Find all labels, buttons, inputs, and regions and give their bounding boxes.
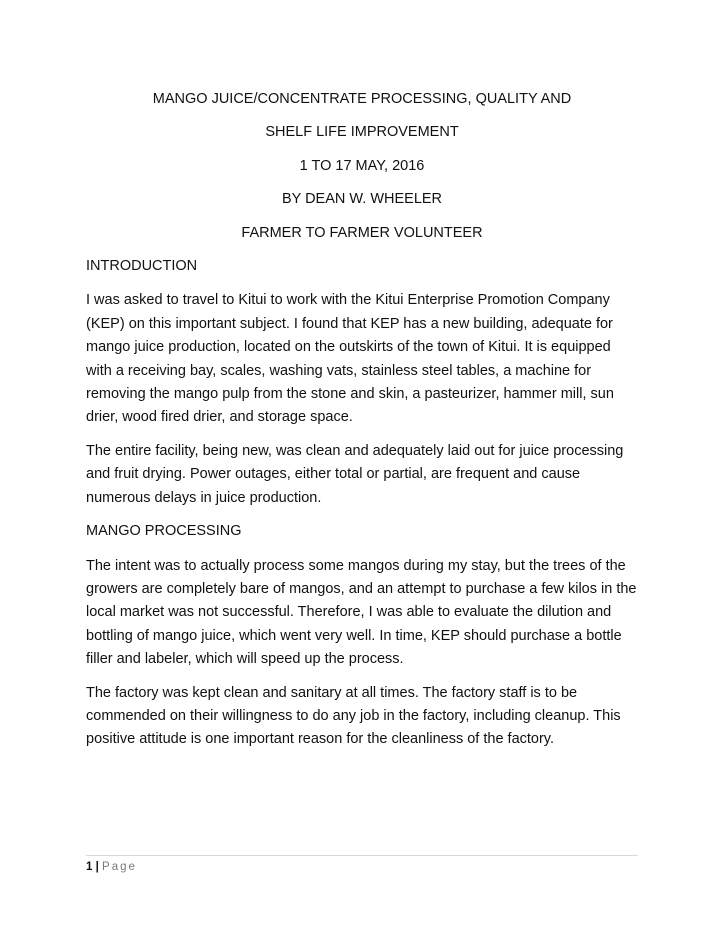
author-line: BY DEAN W. WHEELER (281, 191, 443, 208)
title-line-1: MANGO JUICE/CONCENTRATE PROCESSING, QUALITY AND (152, 91, 572, 107)
date-line: 1 TO 17 MAY, 2016 (299, 157, 425, 174)
title-line-2: SHELF LIFE IMPROVEMENT (265, 124, 459, 141)
page-number: 1 (86, 861, 93, 873)
mango-processing-paragraph-1: The intent was to actually process some mangos during my stay, but the trees of the growers are completely bare of mangos, and an attempt to purchase a few kilos in the local market was not successful. Therefore, I was able to evaluate the dilution and bottling of mango juice, which went very well. In time, KEP should purchase a bottle filler and labeler, which will speed up the process. (86, 557, 637, 668)
page-footer (86, 855, 638, 876)
footer-separator: | (95, 861, 99, 873)
mango-processing-heading: MANGO PROCESSING (86, 523, 242, 540)
introduction-paragraph-2: The entire facility, being new, was clean and adequately laid out for juice processing and fruit drying. Power outages, either total or partial, are frequent and cause numerous delays in juice production. (86, 442, 624, 506)
role-line: FARMER TO FARMER VOLUNTEER (241, 224, 483, 241)
introduction-heading: INTRODUCTION (86, 258, 198, 275)
mango-processing-paragraph-2: The factory was kept clean and sanitary at all times. The factory staff is to be commended on their willingness to do any job in the factory, including cleanup. This positive attitude is one important reason for the cleanliness of the factory. (86, 684, 621, 748)
document-body (86, 88, 638, 762)
introduction-paragraph-1: I was asked to travel to Kitui to work with the Kitui Enterprise Promotion Company (KEP) on this important subject. I found that KEP has a new building, adequate for mango juice production, located on the outskirts of the town of Kitui. It is equipped with a receiving bay, scales, washing vats, stainless steel tables, a machine for removing the mango pulp from the stone and skin, a pasteurizer, hammer mill, sun drier, wood fired drier, and storage space. (86, 292, 614, 426)
page-label: Page (102, 861, 137, 873)
